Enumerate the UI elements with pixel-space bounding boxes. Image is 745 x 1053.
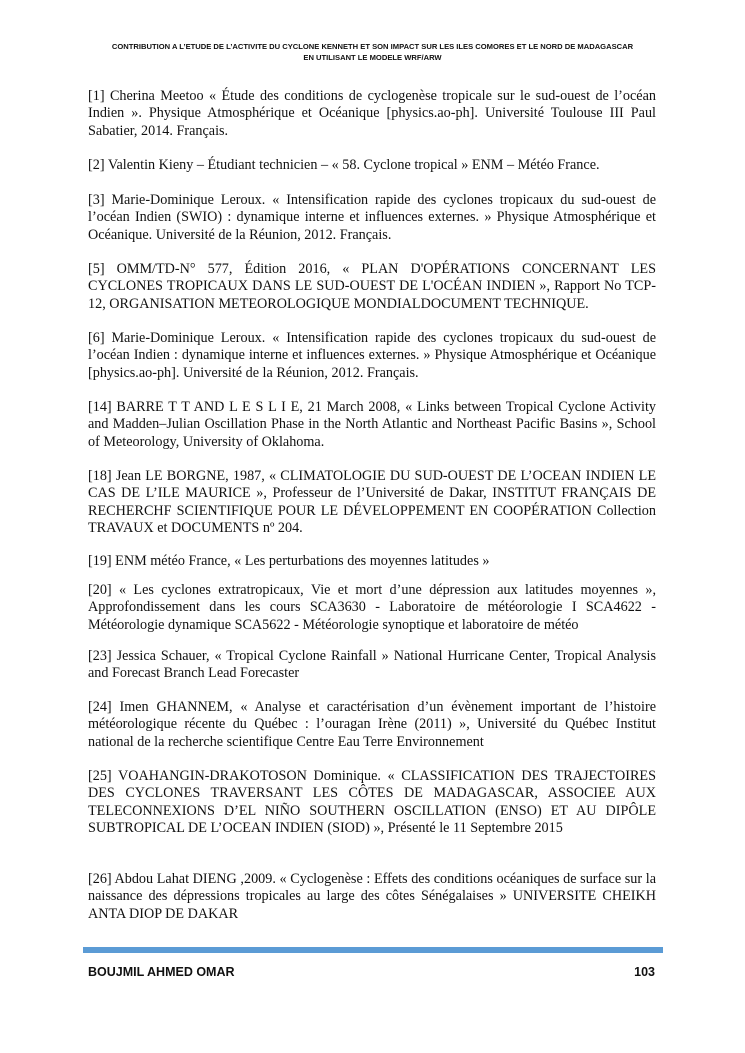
footer-author: BOUJMIL AHMED OMAR	[88, 965, 235, 979]
reference-item: [14] BARRE T T AND L E S L I E, 21 March 2008, « Links between Tropical Cyclone Activity and Madden–Julian Oscillation Phase in the North Atlantic and Northeast Pacific Basins », School of Meteorology, University of Oklahoma.	[88, 399, 656, 450]
footer-rule	[83, 947, 663, 953]
reference-item: [26] Abdou Lahat DIENG ,2009. « Cyclogenèse : Effets des conditions océaniques de surface sur la naissance des dépressions tropicales au large des côtes Sénégalaises » UNIVERSITE CHEIKH ANTA DIOP DE DAKAR	[88, 871, 656, 922]
reference-item: [20] « Les cyclones extratropicaux, Vie et mort d’une dépression aux latitudes moyennes », Approfondissement dans les cours SCA3630 - Laboratoire de météorologie I SCA4622 - Météorologie dynamique SCA5622 - Météorologie synoptique et laboratoire de météo	[88, 582, 656, 633]
page-number: 103	[634, 965, 655, 979]
reference-item: [19] ENM météo France, « Les perturbations des moyennes latitudes »	[88, 553, 490, 569]
reference-item: [25] VOAHANGIN-DRAKOTOSON Dominique. « CLASSIFICATION DES TRAJECTOIRES DES CYCLONES TRAVERSANT LES CÔTES DE MADAGASCAR, ASSOCIEE AUX TELECONNEXIONS D’EL NIÑO SOUTHERN OSCILLATION (ENSO) ET AU DIPÔLE SUBTROPICAL DE L’OCEAN INDIEN (SIOD) », Présenté le 11 Septembre 2015	[88, 768, 656, 836]
reference-item: [23] Jessica Schauer, « Tropical Cyclone Rainfall » National Hurricane Center, Tropical Analysis and Forecast Branch Lead Forecaster	[88, 648, 656, 682]
reference-item: [6] Marie-Dominique Leroux. « Intensification rapide des cyclones tropicaux du sud-ouest de l’océan Indien : dynamique interne et influences externes. » Physique Atmosphérique et Océanique [physics.ao-ph]. Université de la Réunion, 2012. Français.	[88, 330, 656, 381]
reference-item: [24] Imen GHANNEM, « Analyse et caractérisation d’un évènement important de l’histoire météorologique récente du Québec : l’ouragan Irène (2011) », Université du Québec Institut national de la recherche scientifique Centre Eau Terre Environnement	[88, 699, 656, 750]
reference-item: [3] Marie-Dominique Leroux. « Intensification rapide des cyclones tropicaux du sud-ouest de l’océan Indien (SWIO) : dynamique interne et influences externes. » Physique Atmosphérique et Océanique. Université de la Réunion, 2012. Français.	[88, 192, 656, 243]
reference-item: [2] Valentin Kieny – Étudiant technicien – « 58. Cyclone tropical » ENM – Météo France.	[88, 157, 600, 173]
header-title-line2: EN UTILISANT LE MODELE WRF/ARW	[303, 53, 442, 62]
reference-item: [5] OMM/TD-N° 577, Édition 2016, « PLAN D'OPÉRATIONS CONCERNANT LES CYCLONES TROPICAUX DANS LE SUD-OUEST DE L'OCÉAN INDIEN », Rapport No TCP-12, ORGANISATION METEOROLOGIQUE MONDIALDOCUMENT TECHNIQUE.	[88, 261, 656, 312]
reference-item: [18] Jean LE BORGNE, 1987, « CLIMATOLOGIE DU SUD-OUEST DE L’OCEAN INDIEN LE CAS DE L’ILE MAURICE », Professeur de l’Université de Dakar, INSTITUT FRANÇAIS DE RECHERCHF SCIENTIFIQUE POUR LE DÉVELOPPEMENT EN COOPÉRATION Collection TRAVAUX et DOCUMENTS nº 204.	[88, 468, 656, 536]
header-title-line1: CONTRIBUTION A L’ETUDE DE L’ACTIVITE DU CYCLONE KENNETH ET SON IMPACT SUR LES ILES COMORES ET LE NORD DE MADAGASCAR	[111, 42, 634, 51]
page-header	[70, 41, 675, 63]
reference-item: [1] Cherina Meetoo « Étude des conditions de cyclogenèse tropicale sur le sud-ouest de l’océan Indien ». Physique Atmosphérique et Océanique [physics.ao-ph]. Université Toulouse III Paul Sabatier, 2014. Français.	[88, 88, 656, 139]
